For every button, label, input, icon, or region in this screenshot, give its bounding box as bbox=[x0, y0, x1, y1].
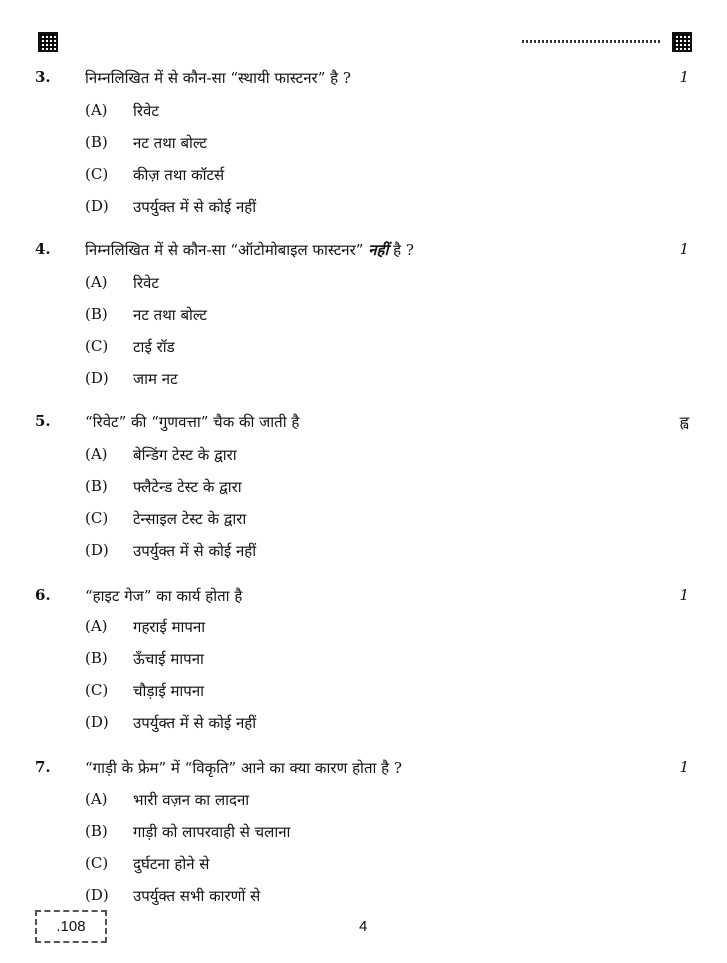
option-text: भारी वज़न का लादना bbox=[133, 791, 250, 809]
question-marks: ह्व bbox=[679, 413, 689, 431]
paper-code-box bbox=[35, 910, 107, 943]
question-number: 7. bbox=[35, 758, 51, 776]
paper-code: .108 bbox=[56, 918, 86, 935]
option-text: जाम नट bbox=[133, 370, 178, 388]
question-marks: 1 bbox=[679, 240, 689, 258]
question-text: “गाड़ी के फ्रेम” में “विकृति” आने का क्या कारण होता है ? bbox=[85, 759, 402, 777]
option-label: (A) bbox=[85, 273, 108, 291]
question-marks: 1 bbox=[679, 758, 689, 776]
option-label: (B) bbox=[85, 477, 108, 495]
qr-code-icon bbox=[38, 32, 58, 52]
option-text: कीज़ तथा कॉटर्स bbox=[133, 166, 225, 184]
question-marks: 1 bbox=[679, 586, 689, 604]
option-text: रिवेट bbox=[133, 274, 159, 292]
option-label: (A) bbox=[85, 617, 108, 635]
option-label: (B) bbox=[85, 133, 108, 151]
option-text: उपर्युक्त में से कोई नहीं bbox=[133, 714, 257, 732]
option-text: गाड़ी को लापरवाही से चलाना bbox=[133, 823, 291, 841]
option-text: दुर्घटना होने से bbox=[133, 855, 210, 873]
option-label: (D) bbox=[85, 197, 109, 215]
option-text: उपर्युक्त सभी कारणों से bbox=[133, 887, 261, 905]
option-text: ऊँचाई मापना bbox=[133, 650, 204, 668]
question-number: 3. bbox=[35, 68, 51, 86]
option-label: (D) bbox=[85, 713, 109, 731]
question-text-after: है ? bbox=[393, 241, 414, 259]
question-number: 5. bbox=[35, 412, 51, 430]
option-label: (B) bbox=[85, 649, 108, 667]
option-label: (D) bbox=[85, 541, 109, 559]
option-label: (D) bbox=[85, 886, 109, 904]
option-text: गहराई मापना bbox=[133, 618, 206, 636]
option-text: चौड़ाई मापना bbox=[133, 682, 205, 700]
option-text: नट तथा बोल्ट bbox=[133, 134, 207, 152]
option-label: (A) bbox=[85, 101, 108, 119]
question-number: 6. bbox=[35, 586, 51, 604]
question-text bbox=[85, 240, 414, 260]
option-label: (A) bbox=[85, 445, 108, 463]
option-text: उपर्युक्त में से कोई नहीं bbox=[133, 542, 257, 560]
question-text-emphasis: नहीं bbox=[368, 241, 389, 259]
option-label: (C) bbox=[85, 681, 109, 699]
option-text: नट तथा बोल्ट bbox=[133, 306, 207, 324]
option-text: टेन्साइल टेस्ट के द्वारा bbox=[133, 510, 247, 528]
option-text: रिवेट bbox=[133, 102, 159, 120]
option-label: (A) bbox=[85, 790, 108, 808]
question-text: निम्नलिखित में से कौन-सा “स्थायी फास्टनर” है ? bbox=[85, 69, 351, 87]
question-marks: 1 bbox=[679, 68, 689, 86]
option-label: (C) bbox=[85, 165, 109, 183]
question-text-before: निम्नलिखित में से कौन-सा “ऑटोमोबाइल फास्टनर” bbox=[85, 241, 364, 259]
option-text: उपर्युक्त में से कोई नहीं bbox=[133, 198, 257, 216]
option-text: फ्लैटेन्ड टेस्ट के द्वारा bbox=[133, 478, 242, 496]
question-text: “रिवेट” की “गुणवत्ता” चैक की जाती है bbox=[85, 413, 300, 431]
qr-code-icon bbox=[672, 32, 692, 52]
page-number: 4 bbox=[359, 918, 368, 935]
option-label: (B) bbox=[85, 822, 108, 840]
option-label: (C) bbox=[85, 337, 109, 355]
option-label: (D) bbox=[85, 369, 109, 387]
option-text: बेन्डिंग टेस्ट के द्वारा bbox=[133, 446, 237, 464]
question-text: “हाइट गेज” का कार्य होता है bbox=[85, 587, 243, 605]
option-label: (C) bbox=[85, 509, 109, 527]
header-code-strip bbox=[522, 40, 662, 43]
option-label: (C) bbox=[85, 854, 109, 872]
option-label: (B) bbox=[85, 305, 108, 323]
question-number: 4. bbox=[35, 240, 51, 258]
option-text: टाई रॉड bbox=[133, 338, 175, 356]
